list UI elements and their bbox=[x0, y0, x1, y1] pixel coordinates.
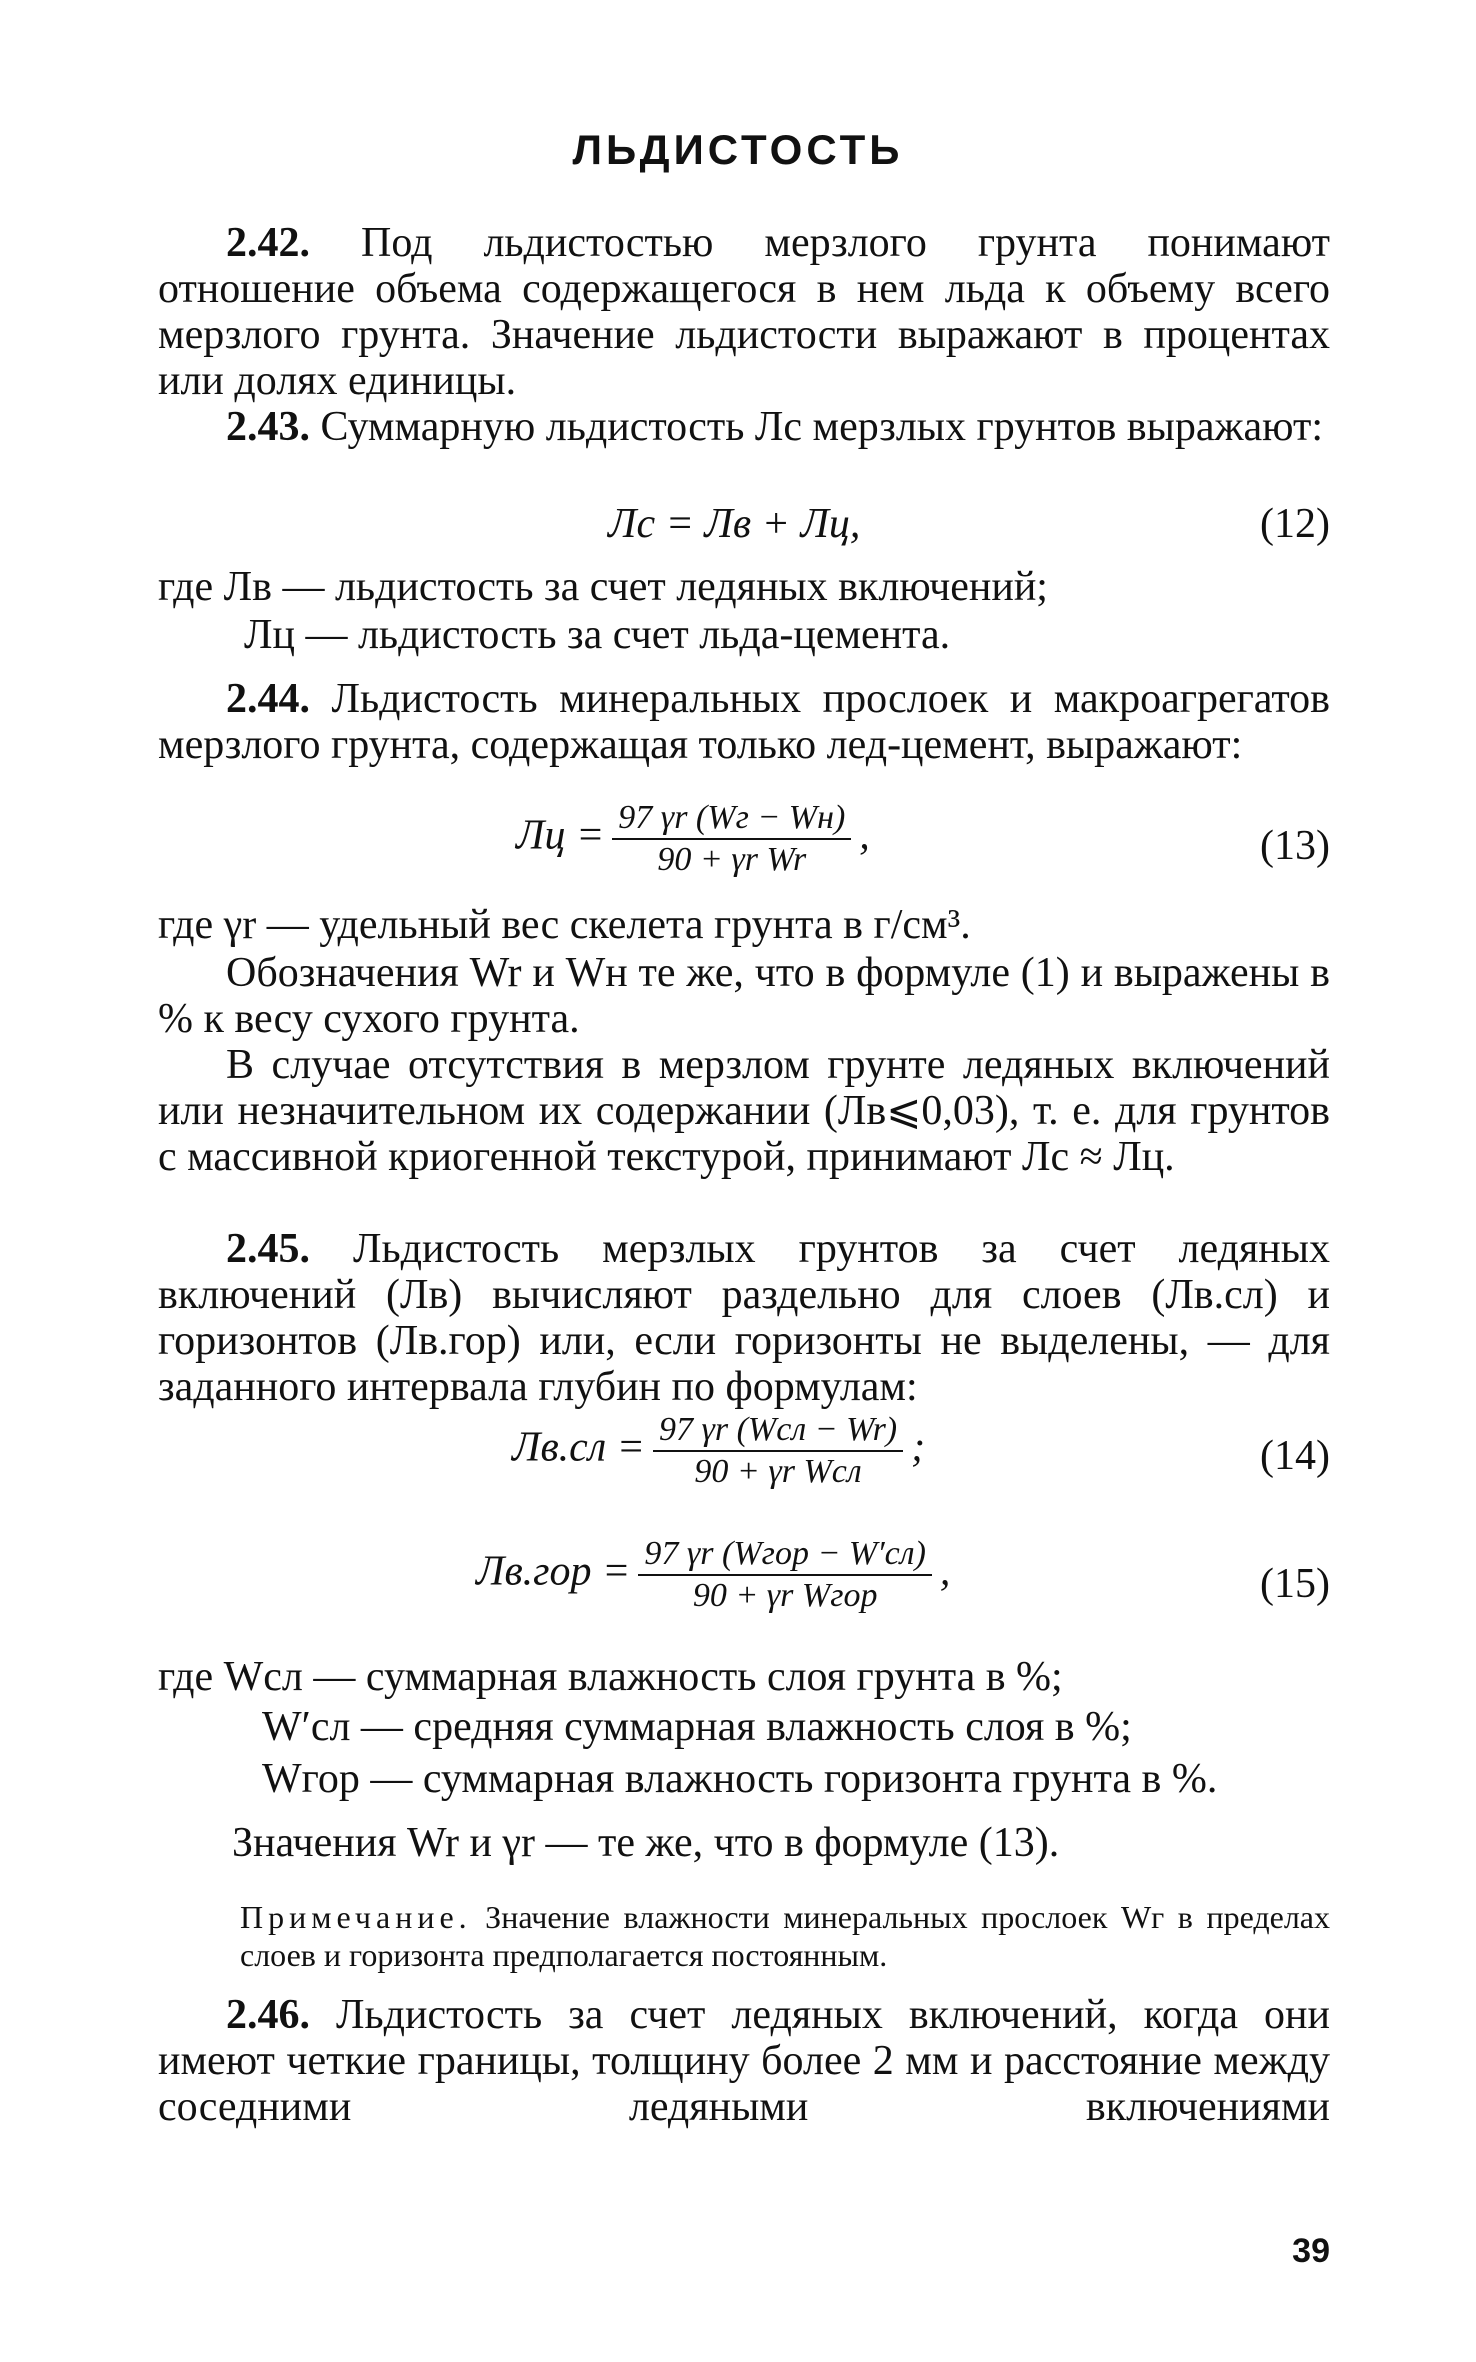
where-line: W′сл — средняя суммарная влажность слоя в %; bbox=[262, 1704, 1132, 1750]
numerator: 97 γr (Wг − Wн) bbox=[618, 799, 846, 836]
fraction bbox=[638, 1534, 931, 1616]
formula-lhs: Лв.сл = bbox=[512, 1424, 645, 1471]
where-line: где Лв — льдистость за счет ледяных включений; bbox=[158, 564, 1048, 610]
section-number: 2.46. bbox=[226, 1992, 310, 2038]
where-line: Wгор — суммарная влажность горизонта грунта в %. bbox=[262, 1756, 1218, 1802]
paragraph-2-43 bbox=[158, 404, 1330, 450]
where-line: где γr — удельный вес скелета грунта в г/см³. bbox=[158, 902, 971, 948]
values-line: Значения Wr и γr — те же, что в формуле (13). bbox=[232, 1820, 1060, 1866]
note bbox=[240, 1898, 1330, 1974]
paragraph-2-44 bbox=[158, 676, 1330, 768]
where-line: где Wсл — суммарная влажность слоя грунта в %; bbox=[158, 1654, 1063, 1700]
fraction bbox=[612, 798, 851, 880]
formula-13 bbox=[516, 798, 870, 880]
page-number: 39 bbox=[1292, 2232, 1330, 2270]
equation-number-14: (14) bbox=[1260, 1433, 1330, 1479]
denominator: 90 + γr Wгор bbox=[638, 1574, 931, 1616]
formula-15 bbox=[476, 1534, 950, 1616]
paragraph-massive-texture bbox=[158, 1042, 1330, 1180]
fraction bbox=[653, 1410, 903, 1492]
section-number: 2.45. bbox=[226, 1226, 310, 1272]
equation-number-12: (12) bbox=[1260, 501, 1330, 547]
numerator: 97 γr (Wсл − Wr) bbox=[658, 1411, 898, 1448]
paragraph-text: Льдистость за счет ледяных включений, когда они имеют четкие границы, толщину более 2 мм и расстояние между соседними ледяными включениями bbox=[158, 1992, 1331, 2130]
denominator: 90 + γr Wсл bbox=[653, 1450, 903, 1492]
formula-14 bbox=[512, 1410, 925, 1492]
formula-tail: , bbox=[859, 812, 870, 859]
formula-tail: ; bbox=[911, 1424, 926, 1471]
equation-number-13: (13) bbox=[1260, 823, 1330, 869]
paragraph-text: Льдистость минеральных прослоек и макроагрегатов мерзлого грунта, содержащая только лед-цемент, выражают: bbox=[158, 676, 1330, 768]
note-label: Примечание. bbox=[240, 1899, 472, 1935]
paragraph-text: Обозначения Wr и Wн те же, что в формуле (1) и выражены в % к весу сухого грунта. bbox=[158, 950, 1330, 1042]
formula-lhs: Лц = bbox=[516, 812, 605, 859]
paragraph-text: В случае отсутствия в мерзлом грунте ледяных включений или незначительном их содержании (Лв⩽0,03), т. е. для грунтов с массивной криогенной текстурой, принимают Лс ≈ Лц. bbox=[158, 1042, 1330, 1180]
section-number: 2.42. bbox=[226, 220, 310, 266]
equation-number-15: (15) bbox=[1260, 1561, 1330, 1607]
formula-tail: , bbox=[939, 1548, 951, 1595]
paragraph-notation bbox=[158, 950, 1330, 1042]
numerator: 97 γr (Wгор − W′сл) bbox=[644, 1535, 926, 1572]
paragraph-text: Под льдистостью мерзлого грунта понимают отношение объема содержащегося в нем льда к объему всего мерзлого грунта. Значение льдистости выражают в процентах или долях единицы. bbox=[158, 220, 1330, 404]
paragraph-2-46 bbox=[158, 1992, 1330, 2130]
paragraph-text: Льдистость мерзлых грунтов за счет ледяных включений (Лв) вычисляют раздельно для слоев (Лв.сл) и горизонтов (Лв.гор) или, если горизонты не выделены, — для заданного интервала глубин по формулам: bbox=[158, 1226, 1330, 1410]
where-line: Лц — льдистость за счет льда-цемента. bbox=[244, 612, 951, 658]
paragraph-2-42 bbox=[158, 220, 1330, 404]
paragraph-text: Суммарную льдистость Лс мерзлых грунтов выражают: bbox=[320, 404, 1323, 450]
page-title: ЛЬДИСТОСТЬ bbox=[572, 126, 904, 173]
formula-lhs: Лв.гор = bbox=[476, 1548, 631, 1595]
section-number: 2.44. bbox=[226, 676, 310, 722]
section-number: 2.43. bbox=[226, 404, 310, 450]
paragraph-2-45 bbox=[158, 1226, 1330, 1410]
formula-12: Лс = Лв + Лц, bbox=[608, 501, 861, 547]
denominator: 90 + γr Wr bbox=[612, 838, 851, 880]
note-text: Значение влажности минеральных прослоек Wг в пределах слоев и горизонта предполагается постоянным. bbox=[240, 1899, 1330, 1973]
